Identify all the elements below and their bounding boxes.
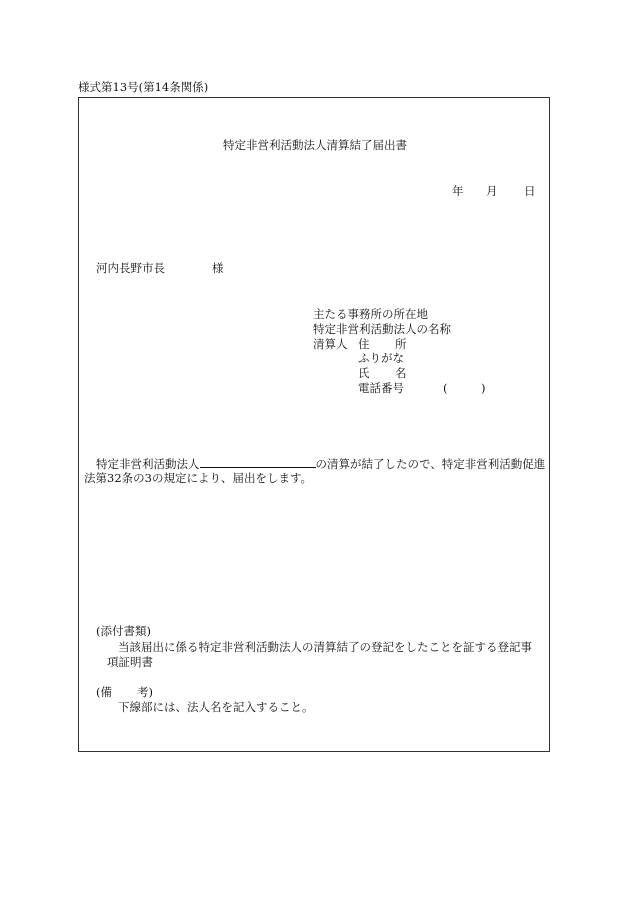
body-line-1 [96,456,545,472]
date-month-label: 月 [486,184,498,198]
attachments-heading: (添付書類) [96,624,151,638]
name-label-2: 名 [395,366,407,380]
address-label-1: 住 [358,337,370,351]
notes-heading-2: 考) [137,685,153,699]
address-label-2: 所 [395,337,407,351]
addressee-name: 河内長野市長 [96,261,165,275]
attachments-line-1: 当該届出に係る特定非営利活動法人の清算結了の登記をしたことを証する登記事 [118,640,532,654]
body-prefix: 特定非営利活動法人 [96,457,200,471]
office-location-label: 主たる事務所の所在地 [313,307,428,321]
date-day-label: 日 [524,184,536,198]
phone-paren-close: ) [481,381,486,395]
phone-paren-open: ( [443,381,448,395]
name-label-1: 氏 [358,366,370,380]
form-title: 特定非営利活動法人清算結了届出書 [223,138,407,152]
corp-name-blank [200,456,316,468]
attachments-line-2: 項証明書 [107,655,153,669]
phone-label: 電話番号 [358,381,404,395]
furigana-label: ふりがな [358,351,404,365]
form-number: 様式第13号(第14条関係) [78,80,209,94]
addressee-honorific: 様 [212,261,224,275]
liquidator-label: 清算人 [313,337,348,351]
corp-name-label: 特定非営利活動法人の名称 [313,322,451,336]
notes-line-1: 下線部には、法人名を記入すること。 [118,700,314,714]
notes-heading-1: (備 [96,685,112,699]
body-suffix: の清算が結了したので、特定非営利活動促進 [315,457,546,471]
body-line-2: 法第32条の3の規定により、届出をします。 [84,471,313,485]
date-year-label: 年 [452,184,464,198]
